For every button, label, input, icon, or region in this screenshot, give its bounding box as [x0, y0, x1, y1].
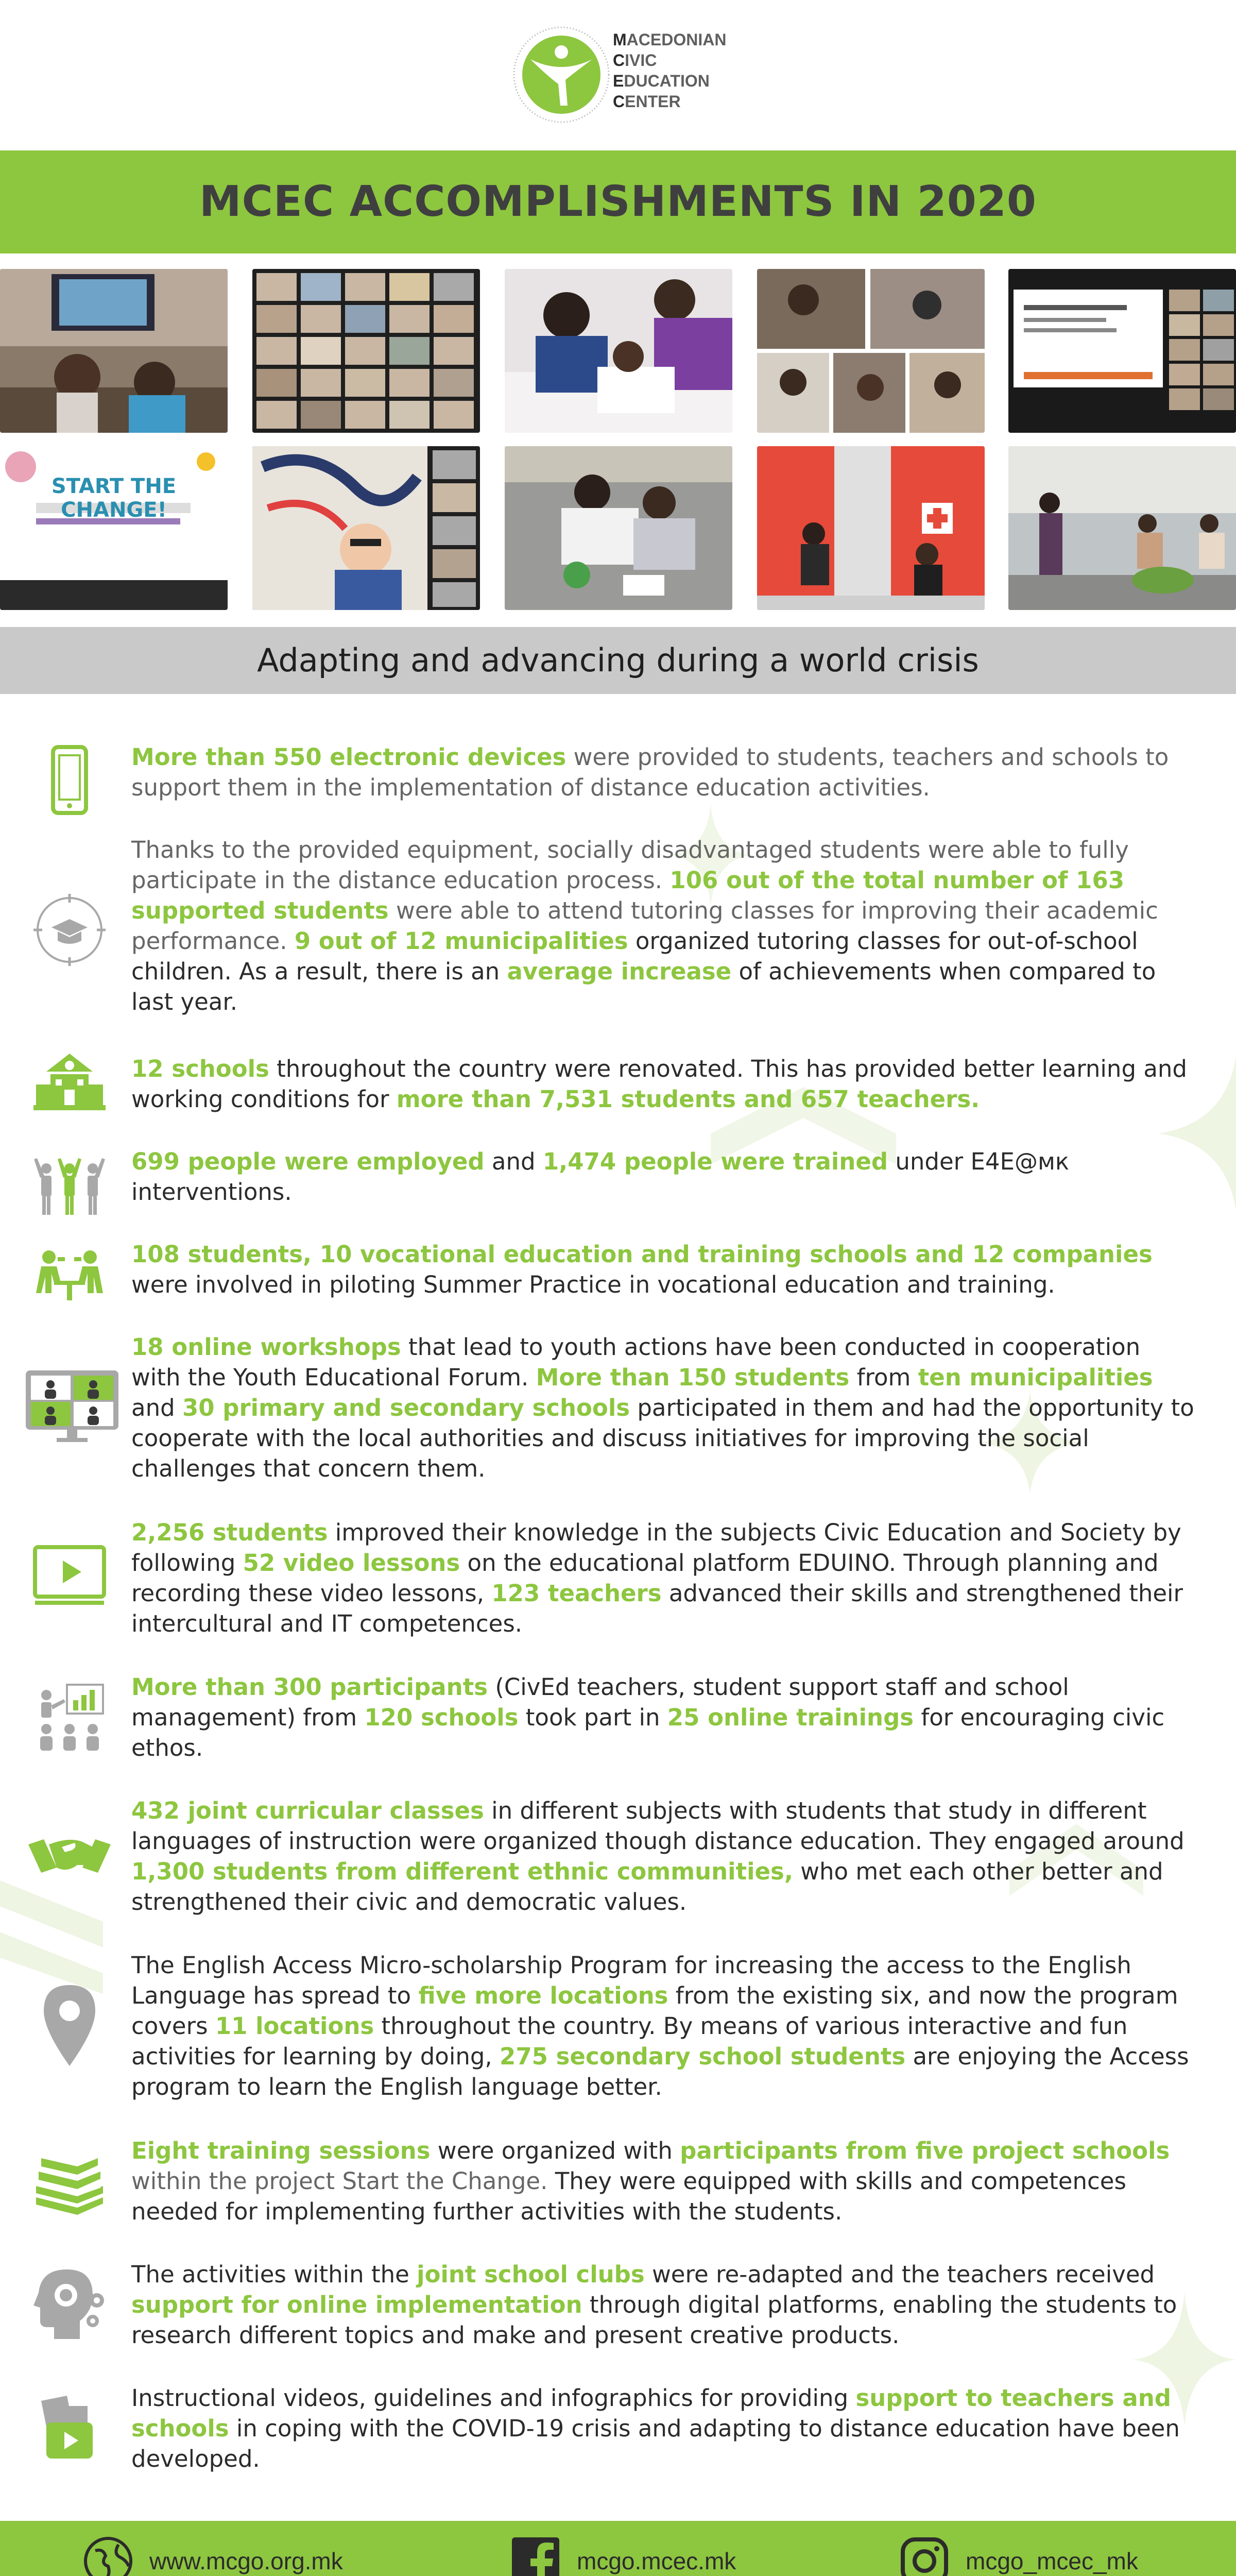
highlight-text: More than 150 students: [536, 1364, 850, 1391]
instagram-text: mcgo_mcec_mk: [966, 2548, 1138, 2574]
handshake-icon: [26, 1816, 113, 1893]
item-text: [131, 2259, 1195, 2350]
body-text: in different subjects with students that study in different languages of instruction were organized though distance education. They engaged around: [131, 1797, 1184, 1855]
globe-icon: [82, 2535, 134, 2576]
highlight-text: 18 online workshops: [131, 1333, 401, 1361]
list-item: [0, 1054, 1236, 1121]
highlight-text: 1,474 people were trained: [542, 1148, 888, 1175]
highlight-text: support to teachers and schools: [131, 2384, 1171, 2442]
mcec-logo: [510, 23, 747, 126]
highlight-text: 52 video lessons: [243, 1549, 460, 1577]
photo-children-watching-tv: [0, 269, 228, 433]
start-the-change-title: START THE CHANGE!: [51, 474, 177, 522]
item-text: [131, 1672, 1195, 1763]
people-at-table-icon: [31, 1236, 108, 1314]
body-text: (CivEd teachers, student support staff and school management) from: [131, 1673, 1069, 1731]
body-text: for encouraging civic ethos.: [131, 1704, 1165, 1761]
list-item: [0, 2136, 1236, 2228]
highlight-text: 1,300 students from different ethnic communities,: [131, 1858, 793, 1885]
item-text: [131, 1054, 1195, 1114]
presentation-audience-icon: [31, 1680, 108, 1757]
highlight-text: 108 students, 10 vocational education and training schools and 12 companies: [131, 1241, 1153, 1268]
photo-video-call-grid: [252, 269, 480, 433]
photo-artwork-video-call: [252, 446, 480, 610]
item-text: [131, 1146, 1195, 1207]
item-text: [131, 1950, 1195, 2102]
photo-grid: [0, 269, 1236, 610]
highlight-text: 12 schools: [131, 1055, 269, 1082]
item-text: [131, 1332, 1195, 1484]
item-text: [131, 742, 1195, 803]
school-building-icon: [31, 1048, 108, 1126]
body-text: The activities within the: [131, 2261, 417, 2288]
list-item: [0, 2383, 1236, 2476]
list-item: [0, 835, 1236, 1025]
highlight-text: 106 out of the total number of 163 supported students: [131, 867, 1125, 924]
body-text: The English Access Micro-scholarship Program for increasing the access to the English Language has spread to: [131, 1952, 1131, 2009]
list-item: [0, 1950, 1236, 2105]
body-text: They were equipped with skills and competences needed for implementing further activities with the students.: [131, 2167, 1126, 2225]
head-gears-icon: [31, 2264, 108, 2342]
photo-start-the-change-slide: [0, 446, 228, 610]
highlight-text: 432 joint curricular classes: [131, 1797, 484, 1824]
photo-students-drawing: [505, 269, 732, 433]
facebook-icon: [510, 2535, 561, 2576]
logo-wordmark: [613, 29, 726, 112]
highlight-text: More than 550 electronic devices: [131, 743, 566, 771]
logo-line-3: EDUCATION: [613, 72, 710, 90]
tablet-icon: [31, 742, 108, 819]
highlight-text: average increase: [507, 958, 732, 985]
video-files-icon: [31, 2391, 108, 2468]
body-text: were able to attend tutoring classes for improving their academic performance.: [131, 897, 1158, 955]
body-text: through digital platforms, enabling the students to research different topics and make and present creative products.: [131, 2291, 1177, 2349]
list-item: [0, 1672, 1236, 1765]
highlight-text: 11 locations: [215, 2012, 374, 2040]
highlight-text: Eight training sessions: [131, 2137, 431, 2164]
highlight-text: 9 out of 12 municipalities: [294, 927, 628, 955]
title-banner: [0, 150, 1236, 253]
item-text: [131, 1795, 1195, 1917]
logo-line-2: CIVIC: [613, 51, 657, 70]
list-item: [0, 1332, 1236, 1486]
body-text: that lead to youth actions have been conducted in cooperation with the Youth Educational Forum.: [131, 1333, 1141, 1391]
video-play-icon: [31, 1538, 108, 1615]
highlight-text: 699 people were employed: [131, 1148, 485, 1175]
item-text: [131, 2383, 1195, 2474]
highlight-text: more than 7,531 students and 657 teachers.: [396, 1086, 980, 1113]
highlight-text: participants from five project schools: [680, 2137, 1170, 2164]
body-text: within the project Start the Change.: [131, 2167, 548, 2195]
body-text: advanced their skills and strengthened their intercultural and IT competences.: [131, 1580, 1183, 1637]
body-text: were organized with: [430, 2137, 680, 2164]
highlight-text: five more locations: [418, 1982, 668, 2009]
highlight-text: 123 teachers: [491, 1580, 662, 1607]
list-item: [0, 1146, 1236, 1213]
body-text: on the educational platform EDUINO. Through planning and recording these video lessons,: [131, 1549, 1159, 1607]
body-text: throughout the country. By means of various interactive and fun activities for learning by doing,: [131, 2012, 1128, 2070]
highlight-text: 30 primary and secondary schools: [182, 1394, 630, 1421]
instagram-icon: [899, 2535, 950, 2576]
page-subtitle: Adapting and advancing during a world crisis: [257, 641, 979, 679]
highlight-text: 275 secondary school students: [500, 2043, 906, 2070]
body-text: Thanks to the provided equipment, socially disadvantaged students were able to fully participate in the distance education process.: [131, 836, 1129, 894]
highlight-text: 2,256 students: [131, 1519, 328, 1546]
logo-line-1: MACEDONIAN: [613, 30, 727, 49]
body-text: in coping with the COVID-19 crisis and adapting to distance education have been developed.: [131, 2415, 1180, 2472]
body-text: and: [131, 1394, 182, 1421]
body-text: who met each other better and strengthened their civic and democratic values.: [131, 1858, 1163, 1916]
page-title: MCEC ACCOMPLISHMENTS IN 2020: [199, 177, 1037, 226]
item-text: [131, 1239, 1195, 1300]
highlight-text: 25 online trainings: [667, 1704, 914, 1731]
footer: [0, 2521, 1236, 2576]
list-item: [0, 1239, 1236, 1306]
photo-students-outdoor-activity: [505, 446, 732, 610]
body-text: from the existing six, and now the program covers: [131, 1982, 1178, 2040]
logo-emblem-icon: [510, 23, 613, 126]
item-text: [131, 1517, 1195, 1639]
list-item: [0, 2259, 1236, 2352]
body-text: of achievements when compared to last year.: [131, 958, 1156, 1015]
body-text: improved their knowledge in the subjects Civic Education and Society by following: [131, 1519, 1181, 1577]
body-text: throughout the country were renovated. This has provided better learning and working conditions for: [131, 1055, 1187, 1113]
subtitle-banner: [0, 627, 1236, 694]
body-text: participated in them and had the opportunity to cooperate with the local authorities and discuss initiatives for improving the social challenges that concern them.: [131, 1394, 1194, 1482]
body-text: under E4E@мк interventions.: [131, 1148, 1070, 1206]
body-text: were involved in piloting Summer Practice in vocational education and training.: [131, 1271, 1055, 1298]
photo-online-presentation: [1008, 269, 1236, 433]
list-item: [0, 1517, 1236, 1641]
logo-line-4: CENTER: [613, 92, 681, 111]
body-text: are enjoying the Access program to learn the English language better.: [131, 2043, 1189, 2100]
body-text: were provided to students, teachers and schools to support them in the implementation of distance education activities.: [131, 743, 1169, 801]
highlight-text: ten municipalities: [918, 1364, 1153, 1391]
list-item: [0, 742, 1236, 809]
list-item: [0, 1795, 1236, 1919]
photo-collage-kids-tablets: [757, 269, 985, 433]
item-text: [131, 2136, 1195, 2227]
body-text: from: [849, 1364, 918, 1391]
highlight-text: joint school clubs: [417, 2261, 645, 2288]
location-pin-icon: [31, 1981, 108, 2069]
item-text: [131, 835, 1195, 1017]
body-text: took part in: [518, 1704, 667, 1731]
body-text: organized tutoring classes for out-of-school children. As a result, there is an: [131, 927, 1138, 985]
body-text: and: [484, 1148, 543, 1175]
highlight-text: support for online implementation: [131, 2291, 582, 2318]
books-icon: [31, 2146, 108, 2223]
people-cheering-icon: [31, 1144, 108, 1221]
facebook-text: mcgo.mcec.mk: [577, 2548, 736, 2574]
highlight-text: 120 schools: [364, 1704, 519, 1731]
website-text: www.mcgo.org.mk: [149, 2548, 343, 2574]
photo-red-stage-interview: [757, 446, 985, 610]
body-text: Instructional videos, guidelines and infographics for providing: [131, 2384, 856, 2412]
photo-outdoor-discussion: [1008, 446, 1236, 610]
highlight-text: More than 300 participants: [131, 1673, 488, 1701]
body-text: were re-adapted and the teachers received: [644, 2261, 1155, 2288]
online-meeting-monitor-icon: [23, 1368, 121, 1445]
graduation-target-icon: [31, 891, 108, 969]
